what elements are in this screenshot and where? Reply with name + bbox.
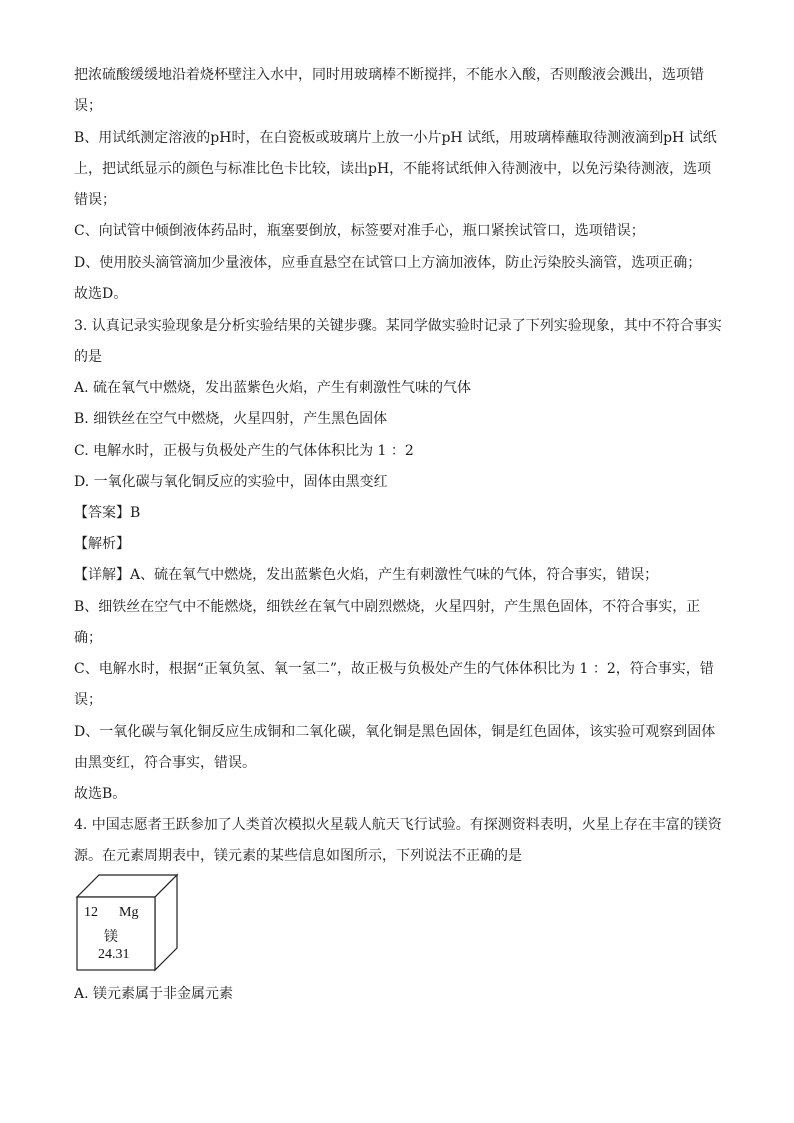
text-line: 把浓硫酸缓缓地沿着烧杯壁注入水中，同时用玻璃棒不断搅拌，不能水入酸，否则酸液会溅出，选项错: [74, 67, 704, 83]
text-line: D、一氧化碳与氧化铜反应生成铜和二氧化碳，氧化铜是黑色固体，铜是红色固体，该实验可观察到固体: [74, 724, 716, 740]
text-line: 误；: [74, 692, 102, 708]
text-line: C、向试管中倾倒液体药品时，瓶塞要倒放，标签要对准手心，瓶口紧挨试管口，选项错误；: [74, 223, 645, 239]
analysis-label: 【解析】: [74, 536, 130, 552]
option-b: B. 细铁丝在空气中燃烧，火星四射，产生黑色固体: [74, 411, 388, 427]
text-line: 由黑变红，符合事实，错误。: [74, 755, 256, 771]
question-3-stem: 3. 认真记录实验现象是分析实验结果的关键步骤。某同学做实验时记录了下列实验现象，其中不符合事实: [74, 318, 722, 334]
question-3-stem: 的是: [74, 349, 102, 365]
text-line: C、电解水时，根据“正氧负氢、氧一氢二”，故正极与负极处产生的气体体积比为 1 ：2，符合事实，错: [74, 661, 714, 677]
element-symbol: Mg: [119, 905, 139, 920]
text-line: D、使用胶头滴管滴加少量液体，应垂直悬空在试管口上方滴加液体，防止污染胶头滴管，选项正确；: [74, 255, 702, 271]
atomic-number: 12: [84, 905, 98, 920]
element-name: 镁: [104, 930, 118, 945]
text-line: 上，把试纸显示的颜色与标准比色卡比较，读出pH，不能将试纸伸入待测液中，以免污染待测液，选项: [74, 161, 712, 177]
text-line: 错误；: [74, 192, 116, 208]
option-a: A. 镁元素属于非金属元素: [74, 986, 234, 1002]
text-line: 误；: [74, 98, 102, 114]
periodic-element-cell: [74, 871, 180, 972]
text-line: B、用试纸测定溶液的pH时，在白瓷板或玻璃片上放一小片pH 试纸，用玻璃棒蘸取待测液滴到pH 试纸: [74, 130, 717, 146]
text-line: 故选B。: [74, 786, 127, 802]
option-d: D. 一氧化碳与氧化铜反应的实验中，固体由黑变红: [74, 474, 388, 490]
question-4-stem: 源。在元素周期表中，镁元素的某些信息如图所示，下列说法不正确的是: [74, 848, 522, 864]
text-line: 【详解】A、硫在氧气中燃烧，发出蓝紫色火焰，产生有刺激性气味的气体，符合事实，错误；: [74, 567, 659, 583]
question-4-stem: 4. 中国志愿者王跃参加了人类首次模拟火星载人航天飞行试验。有探测资料表明，火星上存在丰富的镁资: [74, 817, 722, 833]
answer-label: 【答案】B: [74, 505, 141, 521]
text-line: B、细铁丝在空气中不能燃烧，细铁丝在氧气中剧烈燃烧，火星四射，产生黑色固体，不符合事实，正: [74, 599, 701, 615]
option-c: C. 电解水时，正极与负极处产生的气体体积比为 1 ：2: [74, 443, 414, 459]
text-line: 故选D。: [74, 286, 128, 302]
atomic-mass: 24.31: [98, 947, 130, 962]
text-line: 确；: [74, 630, 102, 646]
option-a: A. 硫在氧气中燃烧，发出蓝紫色火焰，产生有刺激性气味的气体: [74, 380, 472, 396]
